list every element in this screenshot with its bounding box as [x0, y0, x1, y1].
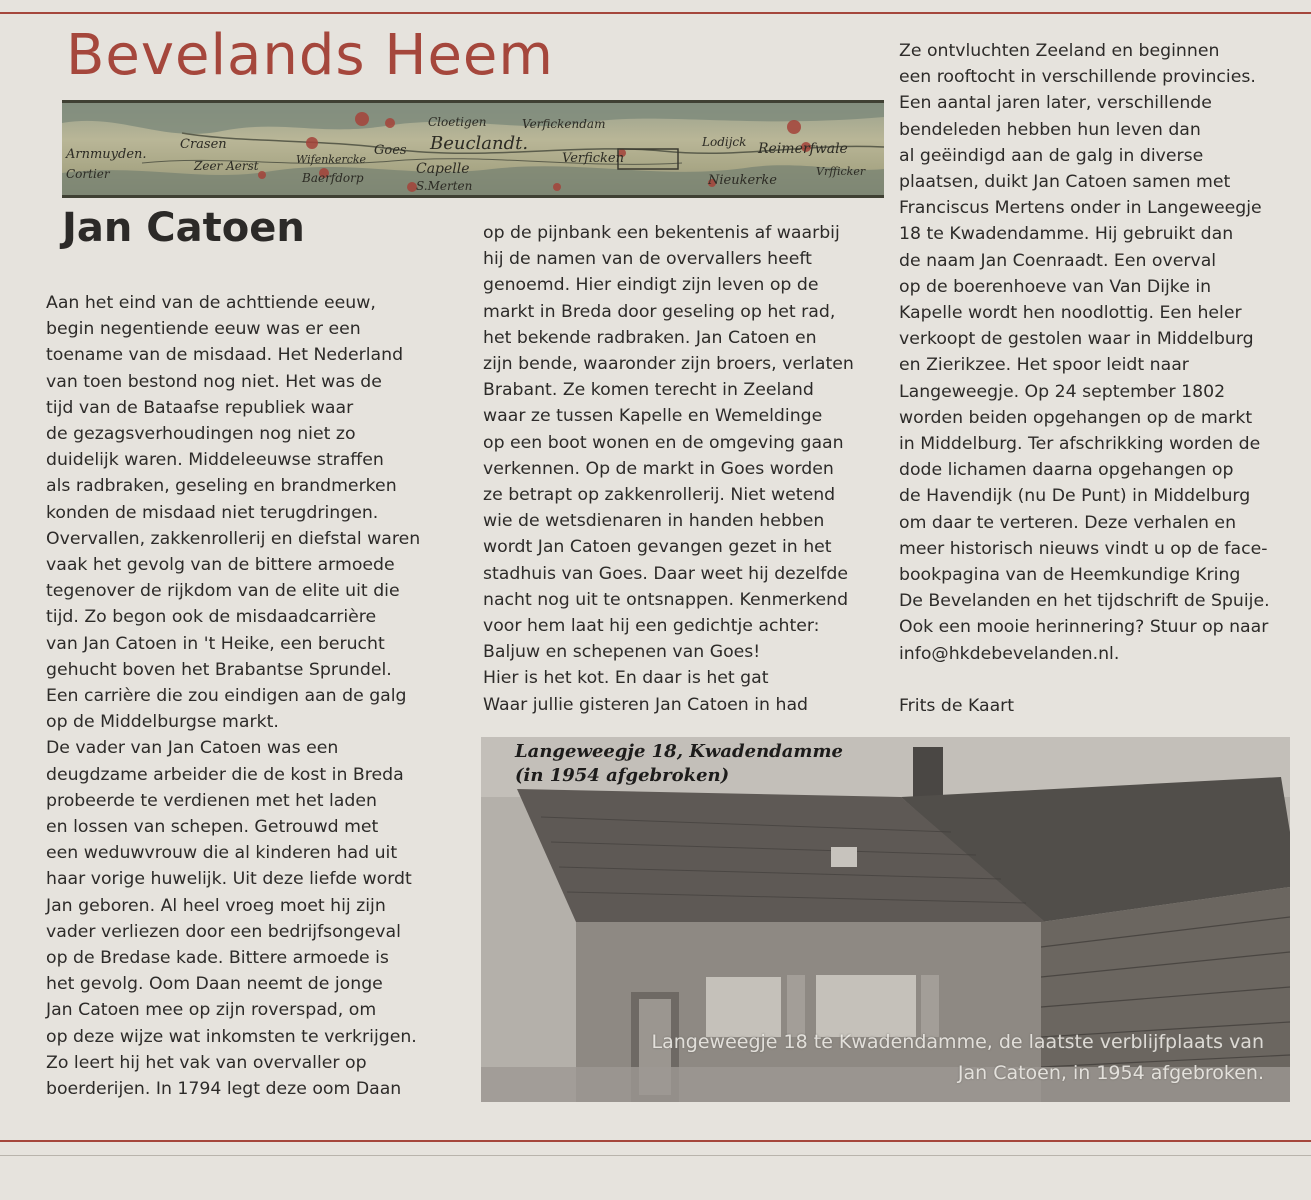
map-label: Crasen [180, 137, 227, 152]
text-line: bookpagina van de Heemkundige Kring [899, 565, 1241, 586]
text-line: op de Middelburgse markt. [46, 712, 279, 733]
text-line: deugdzame arbeider die de kost in Breda [46, 764, 404, 785]
text-line: voor hem laat hij een gedichtje achter: [483, 616, 820, 637]
text-line: op de boerenhoeve van Van Dijke in [899, 276, 1212, 297]
text-line: tegenover de rijkdom van de elite uit die [46, 581, 400, 602]
text-line: op de Bredase kade. Bittere armoede is [46, 948, 389, 969]
map-label: Beuclandt. [430, 133, 529, 154]
text-line: konden de misdaad niet terugdringen. [46, 502, 379, 523]
spacer-line [899, 667, 1270, 693]
map-label: Cloetigen [428, 115, 487, 129]
map-label: Wifenkercke [296, 153, 367, 166]
text-line: het gevolg. Oom Daan neemt de jonge [46, 974, 383, 995]
text-line: Een carrière die zou eindigen aan de galg [46, 686, 407, 707]
text-line: Brabant. Ze komen terecht in Zeeland [483, 380, 814, 401]
photo-title-line: (in 1954 afgebroken) [515, 765, 730, 786]
text-line: Zo leert hij het vak van overvaller op [46, 1052, 367, 1073]
map-label: Verficken [562, 151, 624, 166]
poem-line: Waar jullie gisteren Jan Catoen in had [483, 694, 809, 715]
map-label: Nieukerke [708, 173, 777, 188]
text-line: Ze ontvluchten Zeeland en beginnen [899, 41, 1220, 61]
text-line: in Middelburg. Ter afschrikking worden de [899, 434, 1261, 455]
text-line: verkoopt de gestolen waar in Middelburg [899, 329, 1254, 350]
poem-line: Baljuw en schepenen van Goes! [483, 642, 761, 663]
text-line: wie de wetsdienaren in handen hebben [483, 511, 825, 532]
text-line: de naam Jan Coenraadt. Een overval [899, 250, 1217, 271]
email-text: info@hkdebevelanden.nl. [899, 643, 1120, 664]
text-line: markt in Breda door geseling op het rad, [483, 301, 836, 322]
map-banner [62, 100, 884, 198]
map-label: Lodijck [702, 135, 747, 149]
text-line: bendeleden hebben hun leven dan [899, 119, 1201, 140]
text-line: ze betrapt op zakkenrollerij. Niet wetend [483, 485, 836, 506]
text-line: Overvallen, zakkenrollerij en diefstal waren [46, 528, 421, 549]
text-line: zijn bende, waaronder zijn broers, verlaten [483, 354, 854, 375]
text-line: van Jan Catoen in 't Heike, een berucht [46, 633, 385, 654]
text-line: op de pijnbank een bekentenis af waarbij [483, 223, 840, 243]
text-line: stadhuis van Goes. Daar weet hij dezelfde [483, 563, 848, 584]
text-line: en lossen van schepen. Getrouwd met [46, 817, 379, 838]
text-line: plaatsen, duikt Jan Catoen samen met [899, 172, 1231, 193]
article-column-3 [899, 38, 1270, 719]
map-label: Reimerfwale [758, 141, 848, 157]
text-line: het bekende radbraken. Jan Catoen en [483, 327, 817, 348]
text-line: waar ze tussen Kapelle en Wemeldinge [483, 406, 823, 427]
text-line: probeerde te verdienen met het laden [46, 790, 377, 811]
top-rule [0, 12, 1311, 14]
text-line: 18 te Kwadendamme. Hij gebruikt dan [899, 224, 1234, 245]
divider-line [0, 1155, 1311, 1156]
article-column-1 [46, 290, 420, 1102]
map-label: Verfickendam [522, 117, 606, 131]
map-label: Arnmuyden. [66, 147, 147, 162]
text-line: Aan het eind van de achttiende eeuw, [46, 293, 376, 313]
poem-line: Hier is het kot. En daar is het gat [483, 668, 769, 689]
text-line: nacht nog uit te ontsnappen. Kenmerkend [483, 589, 849, 610]
text-line: Langeweegje. Op 24 september 1802 [899, 381, 1226, 402]
text-line: van toen bestond nog niet. Het was de [46, 371, 382, 392]
map-label: Capelle [416, 161, 470, 177]
text-line: De vader van Jan Catoen was een [46, 738, 339, 759]
text-line: Kapelle wordt hen noodlottig. Een heler [899, 303, 1242, 324]
text-line: begin negentiende eeuw was er een [46, 319, 361, 340]
text-line: meer historisch nieuws vindt u op de face- [899, 538, 1268, 559]
text-line: tijd. Zo begon ook de misdaadcarrière [46, 607, 377, 628]
text-line: vaak het gevolg van de bittere armoede [46, 555, 395, 576]
text-line: toename van de misdaad. Het Nederland [46, 345, 404, 366]
text-line: boerderijen. In 1794 legt deze oom Daan [46, 1079, 402, 1100]
photo-caption-line: Jan Catoen, in 1954 afgebroken. [957, 1062, 1264, 1084]
text-line: duidelijk waren. Middeleeuwse straffen [46, 450, 384, 471]
author-name: Frits de Kaart [899, 696, 1015, 717]
map-label: Baerfdorp [302, 171, 364, 185]
text-line: een rooftocht in verschillende provincies. [899, 67, 1256, 88]
masthead-title: Bevelands Heem [66, 23, 554, 88]
text-line: de gezagsverhoudingen nog niet zo [46, 424, 356, 445]
text-line: haar vorige huwelijk. Uit deze liefde wordt [46, 869, 412, 890]
text-line: en Zierikzee. Het spoor leidt naar [899, 355, 1189, 376]
text-line: Jan geboren. Al heel vroeg moet hij zijn [46, 895, 386, 916]
house-photo [481, 737, 1290, 1102]
text-line: De Bevelanden en het tijdschrift de Spuije. [899, 591, 1270, 612]
text-line: een weduwvrouw die al kinderen had uit [46, 843, 398, 864]
text-line: Franciscus Mertens onder in Langeweegje [899, 198, 1262, 219]
text-line: dode lichamen daarna opgehangen op [899, 460, 1234, 481]
article-column-2 [483, 220, 854, 718]
photo-title [515, 740, 843, 788]
map-label: Goes [374, 143, 407, 158]
text-line: wordt Jan Catoen gevangen gezet in het [483, 537, 832, 558]
map-label: Vrfficker [816, 165, 866, 178]
photo-title-line: Langeweegje 18, Kwadendamme [515, 741, 843, 762]
text-line: vader verliezen door een bedrijfsongeval [46, 921, 401, 942]
text-line: gehucht boven het Brabantse Sprundel. [46, 659, 392, 680]
text-line: Ook een mooie herinnering? Stuur op naar [899, 617, 1269, 638]
text-line: Een aantal jaren later, verschillende [899, 93, 1212, 114]
article-heading: Jan Catoen [62, 205, 305, 251]
text-line: Jan Catoen mee op zijn roverspad, om [46, 1000, 377, 1021]
text-line: als radbraken, geseling en brandmerken [46, 476, 397, 497]
text-line: verkennen. Op de markt in Goes worden [483, 458, 834, 479]
text-line: tijd van de Bataafse republiek waar [46, 397, 354, 418]
text-line: op een boot wonen en de omgeving gaan [483, 432, 844, 453]
text-line: worden beiden opgehangen op de markt [899, 407, 1253, 428]
text-line: de Havendijk (nu De Punt) in Middelburg [899, 486, 1251, 507]
photo-caption [652, 1027, 1264, 1089]
photo-caption-line: Langeweegje 18 te Kwadendamme, de laatste verblijfplaats van [651, 1031, 1264, 1053]
text-line: op deze wijze wat inkomsten te verkrijgen. [46, 1026, 417, 1047]
text-line: al geëindigd aan de galg in diverse [899, 145, 1204, 166]
text-line: genoemd. Hier eindigt zijn leven op de [483, 275, 819, 296]
text-line: om daar te verteren. Deze verhalen en [899, 512, 1237, 533]
map-label: S.Merten [416, 179, 473, 193]
bottom-rule [0, 1140, 1311, 1142]
text-line: hij de namen van de overvallers heeft [483, 249, 812, 270]
map-label: Zeer Aerst [194, 159, 259, 173]
map-label: Cortier [66, 167, 110, 181]
